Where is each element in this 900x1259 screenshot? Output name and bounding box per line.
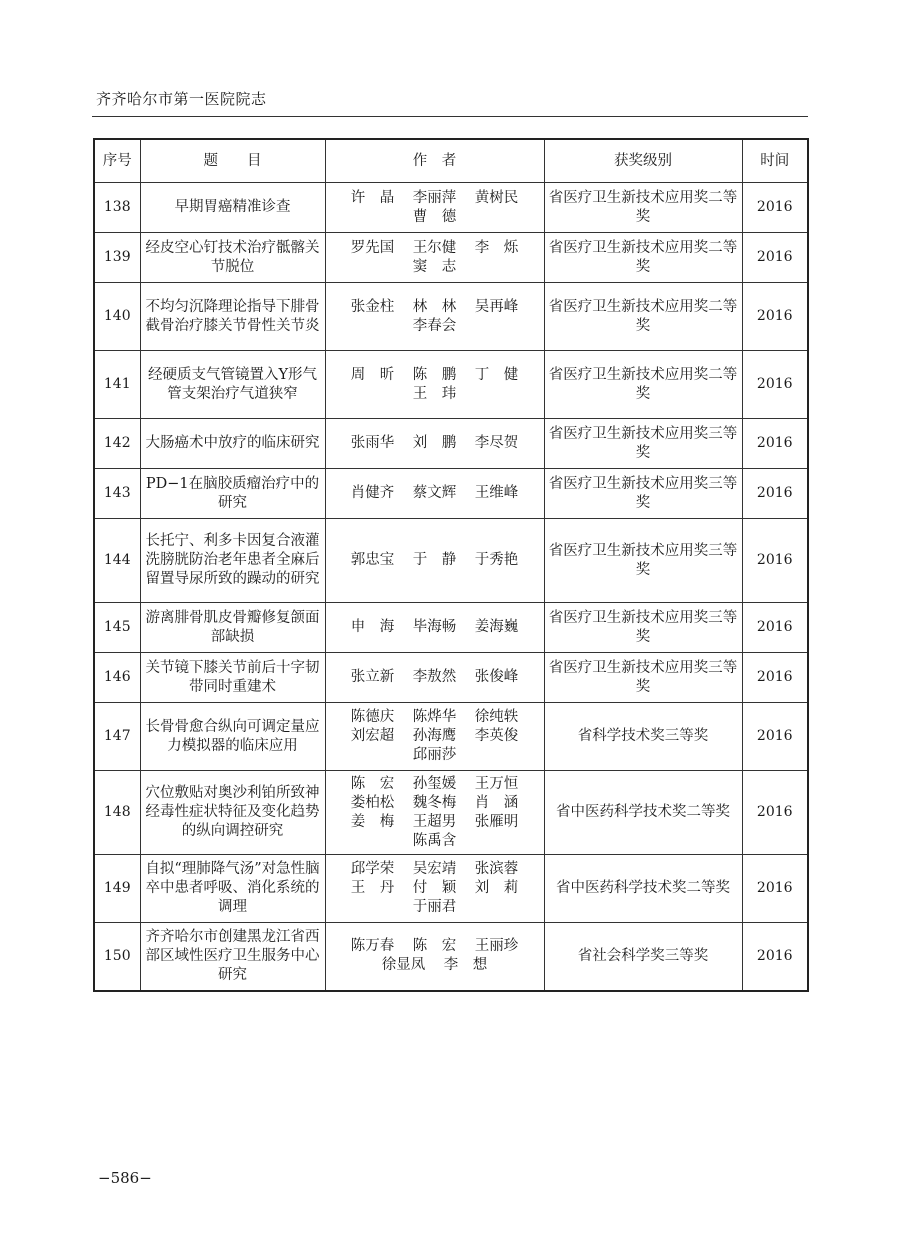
- author-name: 邱丽莎: [412, 747, 457, 763]
- table-row: [94, 653, 808, 703]
- author-name: 于 静: [412, 552, 457, 568]
- author-line: [330, 832, 540, 851]
- row-year: 2016: [742, 419, 808, 469]
- row-award-level: 省中医药科学技术奖二等奖: [544, 771, 742, 855]
- author-name: 张雨华: [350, 435, 395, 451]
- author-line: [330, 258, 540, 277]
- row-year: 2016: [742, 519, 808, 603]
- author-name: 娄柏松: [350, 794, 395, 811]
- row-topic: PD−1在脑胶质瘤治疗中的研究: [140, 469, 325, 519]
- author-line: [330, 668, 540, 687]
- row-award-level: 省医疗卫生新技术应用奖三等奖: [544, 469, 742, 519]
- author-line: [330, 956, 540, 975]
- author-name: 肖 涵: [474, 794, 519, 811]
- author-line: [330, 708, 540, 727]
- author-line: [330, 727, 540, 746]
- author-line: [330, 317, 540, 336]
- author-line: [330, 551, 540, 570]
- row-number: 138: [94, 183, 140, 233]
- author-name: 孙玺媛: [412, 775, 457, 792]
- author-name: 付 颖: [412, 880, 457, 896]
- row-number: 140: [94, 283, 140, 351]
- row-number: 150: [94, 923, 140, 991]
- row-topic: 经硬质支气管镜置入Y形气管支架治疗气道狭窄: [140, 351, 325, 419]
- table-row: [94, 283, 808, 351]
- row-number: 143: [94, 469, 140, 519]
- row-number: 147: [94, 703, 140, 771]
- row-year: 2016: [742, 603, 808, 653]
- author-name: 李敖然: [412, 669, 457, 685]
- header-rule: [92, 116, 808, 117]
- table-row: [94, 419, 808, 469]
- author-name: 陈万春: [350, 938, 395, 955]
- row-year: 2016: [742, 469, 808, 519]
- row-authors: [325, 923, 544, 991]
- table-row: [94, 771, 808, 855]
- author-line: [330, 434, 540, 453]
- row-authors: [325, 183, 544, 233]
- author-name: 姜海巍: [474, 619, 519, 635]
- row-year: 2016: [742, 233, 808, 283]
- row-award-level: 省医疗卫生新技术应用奖二等奖: [544, 183, 742, 233]
- row-authors: [325, 771, 544, 855]
- author-name: 李尽贺: [474, 435, 519, 451]
- author-name: 张滨蓉: [474, 861, 519, 877]
- row-topic: 关节镜下膝关节前后十字韧带同时重建术: [140, 653, 325, 703]
- author-name: 徐纯轶: [474, 709, 519, 725]
- row-authors: [325, 351, 544, 419]
- author-name: 王尔健: [412, 239, 457, 256]
- author-line: [330, 298, 540, 317]
- author-name: 陈 鹏: [412, 366, 457, 383]
- table-row: [94, 703, 808, 771]
- row-topic: 自拟“理肺降气汤”对急性脑卒中患者呼吸、消化系统的调理: [140, 855, 325, 923]
- author-name: 张金柱: [350, 298, 395, 315]
- author-name: 刘 莉: [474, 880, 519, 896]
- author-name: 丁 健: [474, 366, 519, 383]
- author-name: 黄树民: [474, 189, 519, 206]
- row-year: 2016: [742, 703, 808, 771]
- author-line: [330, 208, 540, 227]
- author-line: [330, 898, 540, 917]
- row-topic: 长托宁、利多卡因复合液灌洗膀胱防治老年患者全麻后留置导尿所致的躁动的研究: [140, 519, 325, 603]
- row-award-level: 省医疗卫生新技术应用奖二等奖: [544, 233, 742, 283]
- author-name: 陈烨华: [412, 709, 457, 725]
- author-line: [330, 189, 540, 208]
- author-name: 郭忠宝: [350, 552, 395, 568]
- author-line: [330, 484, 540, 503]
- author-name: 刘 鹏: [412, 435, 457, 451]
- author-name: 刘宏超: [350, 728, 395, 744]
- author-name: 于丽君: [412, 899, 457, 915]
- author-name: 陈 宏: [350, 775, 395, 792]
- table-row: [94, 923, 808, 991]
- row-number: 146: [94, 653, 140, 703]
- author-line: [330, 860, 540, 879]
- column-header-award: 获奖级别: [544, 139, 742, 183]
- row-number: 148: [94, 771, 140, 855]
- row-topic: 大肠癌术中放疗的临床研究: [140, 419, 325, 469]
- row-authors: [325, 419, 544, 469]
- table-row: [94, 183, 808, 233]
- author-name: 王 丹: [350, 880, 395, 896]
- row-award-level: 省医疗卫生新技术应用奖三等奖: [544, 519, 742, 603]
- row-authors: [325, 653, 544, 703]
- column-header-year: 时间: [742, 139, 808, 183]
- author-name: 吴再峰: [474, 298, 519, 315]
- author-name: 李 想: [443, 957, 488, 974]
- author-line: [330, 239, 540, 258]
- author-name: 李英俊: [474, 728, 519, 744]
- row-award-level: 省医疗卫生新技术应用奖二等奖: [544, 283, 742, 351]
- author-name: 姜 梅: [350, 813, 395, 830]
- author-name: 蔡文辉: [412, 485, 457, 501]
- table-row: [94, 519, 808, 603]
- author-name: 张雁明: [474, 813, 519, 830]
- table-body: [94, 183, 808, 991]
- row-topic: 穴位敷贴对奥沙利铂所致神经毒性症状特征及变化趋势的纵向调控研究: [140, 771, 325, 855]
- author-name: 陈 宏: [412, 938, 457, 955]
- author-name: 陈禹含: [412, 832, 457, 849]
- row-topic: 早期胃癌精准诊查: [140, 183, 325, 233]
- row-year: 2016: [742, 183, 808, 233]
- row-number: 139: [94, 233, 140, 283]
- table-row: [94, 855, 808, 923]
- row-award-level: 省社会科学奖三等奖: [544, 923, 742, 991]
- row-award-level: 省科学技术奖三等奖: [544, 703, 742, 771]
- author-name: 周 昕: [350, 366, 395, 383]
- table-row: [94, 351, 808, 419]
- author-name: 毕海畅: [412, 619, 457, 635]
- author-name: 申 海: [350, 619, 395, 635]
- author-name: 于秀艳: [474, 552, 519, 568]
- author-name: 曹 德: [412, 208, 457, 225]
- author-name: 罗先国: [350, 239, 395, 256]
- row-award-level: 省医疗卫生新技术应用奖三等奖: [544, 653, 742, 703]
- author-line: [330, 385, 540, 404]
- author-name: 张立新: [350, 669, 395, 685]
- author-line: [330, 813, 540, 832]
- author-name: 王维峰: [474, 485, 519, 501]
- author-name: 王超男: [412, 813, 457, 830]
- row-year: 2016: [742, 771, 808, 855]
- row-authors: [325, 469, 544, 519]
- row-topic: 齐齐哈尔市创建黑龙江省西部区域性医疗卫生服务中心研究: [140, 923, 325, 991]
- author-name: 徐显凤: [381, 957, 426, 974]
- table-header-row: [94, 139, 808, 183]
- row-authors: [325, 703, 544, 771]
- row-year: 2016: [742, 351, 808, 419]
- page-number: −586−: [98, 1169, 152, 1187]
- row-topic: 不均匀沉降理论指导下腓骨截骨治疗膝关节骨性关节炎: [140, 283, 325, 351]
- row-number: 144: [94, 519, 140, 603]
- author-name: 张俊峰: [474, 669, 519, 685]
- row-year: 2016: [742, 283, 808, 351]
- author-name: 窦 志: [412, 258, 457, 275]
- author-name: 魏冬梅: [412, 794, 457, 811]
- author-name: 李 烁: [474, 239, 519, 256]
- author-name: 许 晶: [350, 189, 395, 206]
- row-authors: [325, 855, 544, 923]
- author-name: 王丽珍: [474, 938, 519, 955]
- author-line: [330, 794, 540, 813]
- row-award-level: 省医疗卫生新技术应用奖三等奖: [544, 603, 742, 653]
- author-name: 王万恒: [474, 775, 519, 792]
- row-topic: 游离腓骨肌皮骨瓣修复颌面部缺损: [140, 603, 325, 653]
- row-year: 2016: [742, 855, 808, 923]
- author-name: 陈德庆: [350, 709, 395, 725]
- awards-table: [93, 138, 809, 992]
- author-line: [330, 937, 540, 956]
- table-row: [94, 233, 808, 283]
- author-name: 肖健齐: [350, 485, 395, 501]
- row-year: 2016: [742, 923, 808, 991]
- author-name: 王 玮: [412, 385, 457, 402]
- author-name: 李春会: [412, 317, 457, 334]
- row-number: 141: [94, 351, 140, 419]
- row-authors: [325, 233, 544, 283]
- row-number: 145: [94, 603, 140, 653]
- row-topic: 长骨骨愈合纵向可调定量应力模拟器的临床应用: [140, 703, 325, 771]
- column-header-topic: 题 目: [140, 139, 325, 183]
- author-line: [330, 879, 540, 898]
- author-line: [330, 746, 540, 765]
- row-authors: [325, 603, 544, 653]
- row-authors: [325, 519, 544, 603]
- table-row: [94, 469, 808, 519]
- column-header-authors: 作 者: [325, 139, 544, 183]
- book-title: 齐齐哈尔市第一医院院志: [96, 90, 267, 108]
- author-name: 孙海鹰: [412, 728, 457, 744]
- row-number: 149: [94, 855, 140, 923]
- author-name: 吴宏靖: [412, 861, 457, 877]
- author-name: 李丽萍: [412, 189, 457, 206]
- author-line: [330, 775, 540, 794]
- author-line: [330, 366, 540, 385]
- author-name: 邱学荣: [350, 861, 395, 877]
- row-award-level: 省医疗卫生新技术应用奖二等奖: [544, 351, 742, 419]
- author-name: 林 林: [412, 298, 457, 315]
- table-row: [94, 603, 808, 653]
- author-line: [330, 618, 540, 637]
- row-award-level: 省中医药科学技术奖二等奖: [544, 855, 742, 923]
- row-year: 2016: [742, 653, 808, 703]
- row-award-level: 省医疗卫生新技术应用奖三等奖: [544, 419, 742, 469]
- row-number: 142: [94, 419, 140, 469]
- column-header-num: 序号: [94, 139, 140, 183]
- row-authors: [325, 283, 544, 351]
- row-topic: 经皮空心钉技术治疗骶髂关节脱位: [140, 233, 325, 283]
